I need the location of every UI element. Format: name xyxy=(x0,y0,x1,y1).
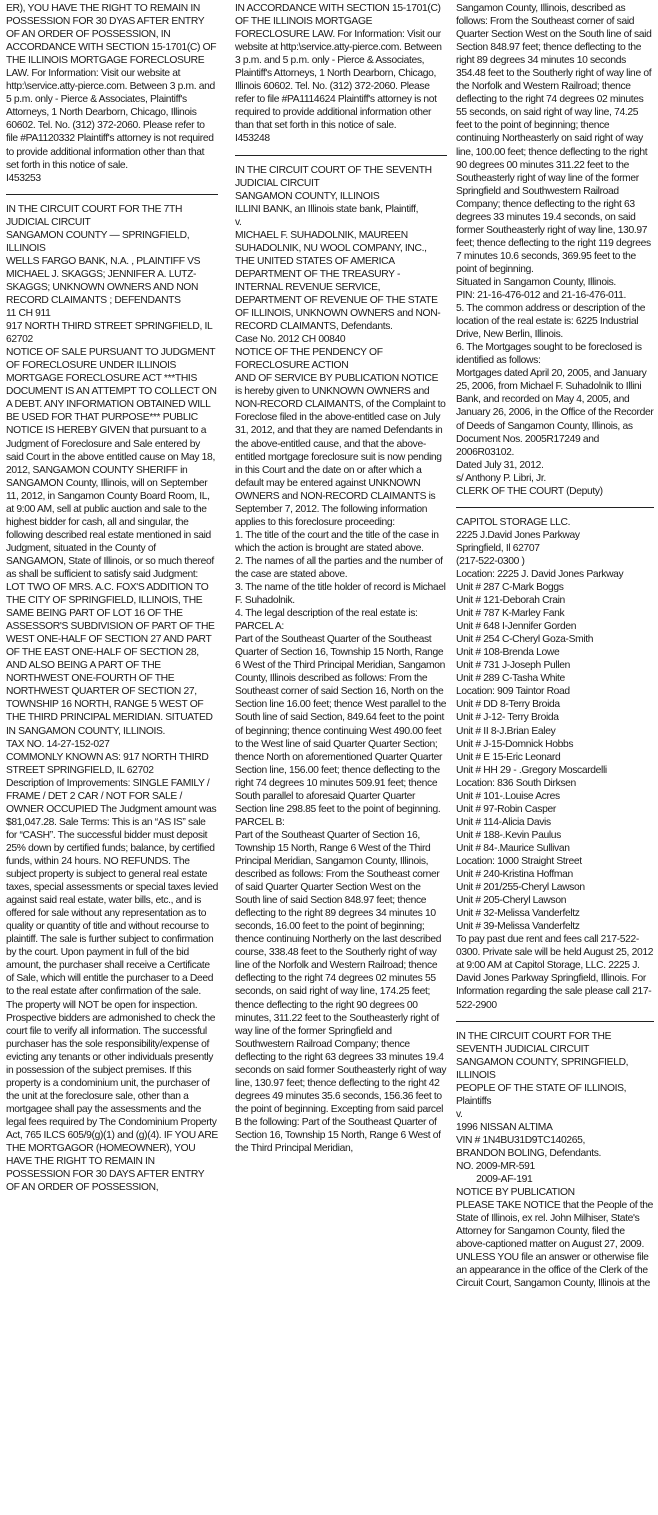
notice-body: PLEASE TAKE NOTICE that the People of the State of Illinois, ex rel. John Milhiser, State's Attorney for Sangamon County, filed the above-captioned matter on August 27, 2009. UNLESS YOU file an answer or otherwise file an appearance in the office of the Clerk of the Circuit Court, Sangamon County, Illinois at the xyxy=(456,1200,654,1290)
location-heading: Location: 2225 J. David Jones Parkway xyxy=(456,568,624,580)
clerk: CLERK OF THE COURT (Deputy) xyxy=(456,485,603,497)
unit-item: Unit # 205-Cheryl Lawson xyxy=(456,895,567,907)
case-number: NO. 2009-MR-591 xyxy=(456,1161,535,1173)
location-heading: Location: 909 Taintor Road xyxy=(456,686,570,698)
location-heading: Location: 1000 Straight Street xyxy=(456,856,582,867)
defendants: MICHAEL J. SKAGGS; JENNIFER A. LUTZ-SKAGGS; UNKNOWN OWNERS AND NON RECORD CLAIMANTS ; DEFENDANTS xyxy=(6,268,199,306)
court-heading: IN THE CIRCUIT COURT FOR THE 7TH JUDICIAL CIRCUIT xyxy=(6,203,183,228)
county-heading: SANGAMON COUNTY, SPRINGFIELD, ILLINOIS xyxy=(456,1056,629,1081)
location-heading: Location: 836 South Dirksen xyxy=(456,777,576,789)
column-2 xyxy=(235,2,447,1512)
plaintiff: PEOPLE OF THE STATE OF ILLINOIS, Plaintiffs xyxy=(456,1082,627,1107)
notice-text: IN ACCORDANCE WITH SECTION 15-1701(C) OF THE ILLINOIS MORTGAGE FORECLOSURE LAW. For Information: Visit our website at http:\service.atty-pierce.com. Between 3 p.m. and 5 p.m. only - Pierce & Associates, Plaintiff's Attorneys, 1 North Dearborn, Chicago, Illinois 60602. Tel. No. (312) 372-2060. Please refer to file #PA1114624 Plaintiff's attorney is not required to provide additional information other than that set forth in this notice of sale. xyxy=(235,3,442,132)
commonly-known-as: COMMONLY KNOWN AS: 917 NORTH THIRD STREET SPRINGFIELD, IL 62702 xyxy=(6,751,209,776)
defendants: BRANDON BOLING, Defendants. xyxy=(456,1147,602,1159)
pin-number: PIN: 21-16-476-012 and 21-16-476-011. xyxy=(456,290,627,302)
sale-terms: Description of Improvements: SINGLE FAMILY / FRAME / DET 2 CAR / NOT FOR SALE / OWNER OCCUPIED The Judgment amount was $81,047.28. Sale Terms: This is an “AS IS” sale for “CASH”. The successful bidder must deposit 25% down by certified funds; balance, by certified funds, within 24 hours. NO REFUNDS. The subject property is subject to general real estate taxes, special assessments or special taxes levied against said real estate, water bills, etc., and is offered for sale without any representation as to quality or quantity of title and without recourse to plaintiff. The sale is further subject to confirmation by the court. Upon payment in full of the bid amount, the purchaser shall receive a Certificate of Sale, which will entitle the purchaser to a Deed to the real estate after confirmation of the sale. The property will NOT be open for inspection. Prospective bidders are admonished to check the court file to verify all information. The successful purchaser has the sole responsibility/expense of evicting any tenants or other individuals presently in possession of the subject premises. If this property is a condominium unit, the purchaser of the unit at the foreclosure sale, other than a mortgagee shall pay the assessments and the legal fees required by The Condominium Property Act, 765 ILCS 605/9(g)(1) and (g)(4). IF YOU ARE THE MORTGAGOR (HOMEOWNER), YOU HAVE THE RIGHT TO REMAIN IN POSSESSION FOR 30 DAYS AFTER ENTRY OF AN ORDER OF POSSESSION, xyxy=(6,777,218,1194)
unit-item: Unit # 287 C-Mark Boggs xyxy=(456,582,564,594)
foreclosure-notice-continuation-1 xyxy=(6,2,218,185)
company-city: Springfield, Il 62707 xyxy=(456,542,540,554)
plaintiff: ILLINI BANK, an Illinois state bank, Plaintiff, xyxy=(235,203,419,215)
mortgage-details: Mortgages dated April 20, 2005, and January 25, 2006, from Michael F. Suhadolnik to Illini Bank, and recorded on May 4, 2005, and January 26, 2006, in the Office of the Recorder of Deeds of Sangamon County, Illinois, as Document Nos. 2005R17249 and 2006R03102. xyxy=(456,368,654,458)
company-name: CAPITOL STORAGE LLC. xyxy=(456,516,571,528)
unit-item: Unit # 731 J-Joseph Pullen xyxy=(456,660,570,672)
company-address: 2225 J.David Jones Parkway xyxy=(456,529,580,541)
unit-item: Unit # 121-Deborah Crain xyxy=(456,595,565,607)
unit-item: Unit # 101-.Louise Acres xyxy=(456,790,560,802)
item-5: 5. The common address or description of the location of the real estate is: 6225 Industrial Drive, New Berlin, Illinois. xyxy=(456,303,646,341)
notice-id: I453248 xyxy=(235,133,270,145)
vehicle: 1996 NISSAN ALTIMA xyxy=(456,1121,553,1133)
column-3 xyxy=(456,2,654,1512)
court-heading: IN THE CIRCUIT COURT OF THE SEVENTH JUDICIAL CIRCUIT xyxy=(235,164,432,189)
notice-body: AND OF SERVICE BY PUBLICATION NOTICE is hereby given to UNKNOWN OWNERS and NON-RECORD CLAIMANTS, of the Complaint to Foreclose filed in the above-entitled case on July 31, 2012, and that they are named Defendants in the above-entitled cause, and that the above-entitled mortgage foreclosure suit is now pending in this Court and the date on or after which a default may be entered against UNKNOWN OWNERS and NON-RECORD CLAIMANTS is September 7, 2012. The following information applies to this foreclosure proceeding: xyxy=(235,373,446,528)
notice-divider xyxy=(235,155,447,156)
unit-item: Unit # 787 K-Marley Fank xyxy=(456,608,565,620)
foreclosure-notice-skaggs xyxy=(6,203,218,1195)
versus: v. xyxy=(235,216,242,228)
county-heading: SANGAMON COUNTY — SPRINGFIELD, ILLINOIS xyxy=(6,229,190,254)
pendency-notice-suhadolnik xyxy=(235,164,447,1156)
unit-item: Unit # DD 8-Terry Broida xyxy=(456,699,560,711)
notice-divider xyxy=(6,194,218,195)
unit-item: Unit # J-15-Domnick Hobbs xyxy=(456,738,574,750)
parcel-a-text: Part of the Southeast Quarter of the Southeast Quarter of Section 16, Township 15 North, Range 6 West of the Third Principal Meridian, Sangamon County, Illinois described as follows: From the Southeast corner of said Section 16, North on the Section line 16.00 feet; thence West parallel to the South line of said Section, 849.64 feet to the point of beginning; thence continuing West 490.00 feet to the West line of said Quarter Quarter Section; thence North on aforementioned Quarter Quarter Section line, 156.00 feet; thence deflecting to the right 74 degrees 10 minutes 509.91 feet; thence South parallel to aforesaid Quarter Quarter Section line 298.85 feet to the point of beginning. xyxy=(235,634,447,815)
case-number-2: 2009-AF-191 xyxy=(456,1174,533,1186)
notice-body: NOTICE OF SALE PURSUANT TO JUDGMENT OF FORECLOSURE UNDER ILLINOIS MORTGAGE FORECLOSURE ACT ***THIS DOCUMENT IS AN ATTEMPT TO COLLECT ON A DEBT. ANY INFORMATION OBTAINED WILL BE USED FOR THAT PURPOSE*** PUBLIC NOTICE IS HEREBY GIVEN that pursuant to a Judgment of Foreclosure and Sale entered by said Court in the above entitled cause on May 18, 2012, SANGAMON COUNTY SHERIFF in SANGAMON County, Illinois, will on September 11, 2012, in Sangamon County Board Room, IL, at 9:00 AM, sell at public auction and sale to the highest bidder for cash, all and singular, the following described real estate mentioned in said Judgment, situated in the County of SANGAMON, State of Illinois, or so much thereof as shall be sufficient to satisfy said Judgment: xyxy=(6,347,217,580)
unit-item: Unit # 84-.Maurice Sullivan xyxy=(456,842,570,854)
county-heading: SANGAMON COUNTY, ILLINOIS xyxy=(235,190,380,202)
parcel-a-heading: PARCEL A: xyxy=(235,621,284,633)
foreclosure-notice-continuation-2 xyxy=(235,2,447,146)
item-4: 4. The legal description of the real estate is: xyxy=(235,608,418,620)
storage-sale-notice xyxy=(456,516,654,1012)
unit-item: Unit # 201/255-Cheryl Lawson xyxy=(456,882,585,894)
legal-description: LOT TWO OF MRS. A.C. FOX'S ADDITION TO THE CITY OF SPRINGFIELD, ILLINOIS, THE SAME BEING PART OF LOT 16 OF THE ASSESSOR'S SUBDIVISION OF PART OF THE WEST ONE-HALF OF SECTION 27 AND PART OF THE EAST ONE-HALF OF SECTION 28, AND ALSO BEING A PART OF THE NORTHWEST ONE-FOURTH OF THE NORTHWEST QUARTER OF SECTION 27, TOWNSHIP 16 NORTH, RANGE 5 WEST OF THE THIRD PRINCIPAL MERIDIAN. SITUATED IN SANGAMON COUNTY, ILLINOIS. xyxy=(6,582,215,737)
situated-in: Situated in Sangamon County, Illinois. xyxy=(456,276,616,288)
unit-item: Unit # 289 C-Tasha White xyxy=(456,673,565,685)
item-3: 3. The name of the title holder of record is Michael F. Suhadolnik. xyxy=(235,582,446,607)
unit-item: Unit # HH 29 - .Gregory Moscardelli xyxy=(456,764,607,776)
signature: s/ Anthony P. Libri, Jr. xyxy=(456,472,546,484)
dated: Dated July 31, 2012. xyxy=(456,459,544,471)
parcel-b-text: Part of the Southeast Quarter of Section 16, Township 15 North, Range 6 West of the Third Principal Meridian, Sangamon County, Illinois, described as follows: From the Southeast corner of said Quarter Quarter Section West on the South line of said Section 848.97 feet; thence deflecting to the right 89 degrees 34 minutes 10 seconds, 16.00 feet to the point of beginning; thence continuing Northerly on the last described course, 338.48 feet to the Southerly right of way line of the Norfolk and Western Railroad; thence deflecting to the right 74 degrees 02 minutes 55 seconds, on said right of way line, 174.25 feet; thence deflecting to the right 90 degrees 00 minutes, 311.22 feet to the Southeasterly right of way line of the former Springfield and Southwestern Railroad Company; thence deflecting to the right 63 degrees 33 minutes 19.4 seconds on said former Southeasterly right of way line, 130.97 feet; thence deflecting to the right 42 degrees 49 minutes 35.6 seconds, 156.36 feet to the point of beginning. Excepting from said parcel B the following: Part of the Southeast Quarter of Section 16, Township 15 North, Range 6 West of the Third Principal Meridian, xyxy=(235,829,447,1155)
unit-item: Unit # II 8-J.Brian Ealey xyxy=(456,725,556,737)
item-2: 2. The names of all the parties and the number of the case are stated above. xyxy=(235,555,443,580)
court-heading: IN THE CIRCUIT COURT FOR THE SEVENTH JUDICIAL CIRCUIT xyxy=(456,1030,612,1055)
item-6: 6. The Mortgages sought to be foreclosed is identified as follows: xyxy=(456,342,642,367)
case-number: 11 CH 911 xyxy=(6,308,51,320)
unit-item: Unit # 254 C-Cheryl Goza-Smith xyxy=(456,634,594,646)
unit-item: Unit # 32-Melissa Vanderfeltz xyxy=(456,908,580,920)
notice-title: NOTICE BY PUBLICATION xyxy=(456,1187,575,1199)
unit-item: Unit # 108-Brenda Lowe xyxy=(456,647,560,659)
column-1 xyxy=(6,2,218,1512)
forfeiture-notice xyxy=(456,1030,654,1291)
notice-title: NOTICE OF THE PENDENCY OF FORECLOSURE ACTION xyxy=(235,347,383,372)
unit-item: Unit # 240-Kristina Hoffman xyxy=(456,869,573,881)
sale-info: To pay past due rent and fees call 217-522-0300. Private sale will be held August 25, 2012 at 9:00 AM at Capitol Storage, LLC. 2225 J. David Jones Parkway Springfield, Illinois. For Information regarding the sale please call 217-522-2900 xyxy=(456,934,654,1011)
versus: v. xyxy=(456,1108,463,1120)
notice-id: I453253 xyxy=(6,172,41,184)
property-address: 917 NORTH THIRD STREET SPRINGFIELD, IL 62702 xyxy=(6,321,213,346)
unit-item: Unit # 114-Alicia Davis xyxy=(456,816,551,828)
tax-number: TAX NO. 14-27-152-027 xyxy=(6,738,110,750)
notice-divider xyxy=(456,1021,654,1022)
parcel-b-heading: PARCEL B: xyxy=(235,816,285,828)
vin-number: VIN # 1N4BU31D9TC140265, xyxy=(456,1134,585,1146)
unit-item: Unit # J-12- Terry Broida xyxy=(456,712,559,724)
parcel-b-continuation: Sangamon County, Illinois, described as follows: From the Southeast corner of said Quarter Section West on the South line of said Section 848.97 feet; thence deflecting to the right 89 degrees 34 minutes 10 seconds 354.48 feet to the Southerly right of way line of the Norfolk and Western Railroad; thence deflecting to the right 74 degrees 02 minutes 55 seconds, on said right of way line, 74.25 feet to the point of beginning; thence continuing Northeasterly on said right of way line, 100.00 feet; thence deflecting to the right 90 degrees 00 minutes 311.22 feet to the Southeasterly right of way line of the former Springfield and Southwestern Railroad Company; thence deflecting to the right 63 degrees 33 minutes 19.4 seconds, on said former Southeasterly right of way line, 130.97 feet; thence deflecting to the right 119 degrees 7 minutes 10.6 seconds, 369.95 feet to the point of beginning. xyxy=(456,3,652,275)
unit-item: Unit # 97-Robin Casper xyxy=(456,803,556,815)
defendants: MICHAEL F. SUHADOLNIK, MAUREEN SUHADOLNIK, NU WOOL COMPANY, INC., THE UNITED STATES OF AMERICA DEPARTMENT OF THE TREASURY - INTERNAL REVENUE SERVICE, DEPARTMENT OF REVENUE OF THE STATE OF ILLINOIS, UNKNOWN OWNERS and NON-RECORD CLAIMANTS, Defendants. xyxy=(235,229,441,333)
unit-item: Unit # E 15-Eric Leonard xyxy=(456,751,561,763)
company-phone: (217-522-0300 ) xyxy=(456,555,525,567)
notice-divider xyxy=(456,507,654,508)
unit-item: Unit # 648 I-Jennifer Gorden xyxy=(456,621,577,633)
unit-item: Unit # 39-Melissa Vanderfeltz xyxy=(456,921,580,933)
plaintiff: WELLS FARGO BANK, N.A. , PLAINTIFF VS xyxy=(6,255,201,267)
item-1: 1. The title of the court and the title of the case in which the action is brought are stated above. xyxy=(235,529,439,554)
notice-text: ER), YOU HAVE THE RIGHT TO REMAIN IN POSSESSION FOR 30 DYAS AFTER ENTRY OF AN ORDER OF POSSESSION, IN ACCORDANCE WITH SECTION 15-1701(C) OF THE ILLINOIS MORTGAGE FORECLOSURE LAW. For Information: Visit our website at http:\service.atty-pierce.com. Between 3 p.m. and 5 p.m. only - Pierce & Associates, Plaintiff's Attorneys, 1 North Dearborn, Chicago, Illinois 60602. Tel. No. (312) 372-2060. Please refer to file #PA1120332 Plaintiff's attorney is not required to provide additional information other than that set forth in this notice of sale. xyxy=(6,3,217,171)
pendency-notice-continuation xyxy=(456,2,654,498)
case-number: Case No. 2012 CH 00840 xyxy=(235,334,346,346)
unit-item: Unit # 188-.Kevin Paulus xyxy=(456,829,561,841)
